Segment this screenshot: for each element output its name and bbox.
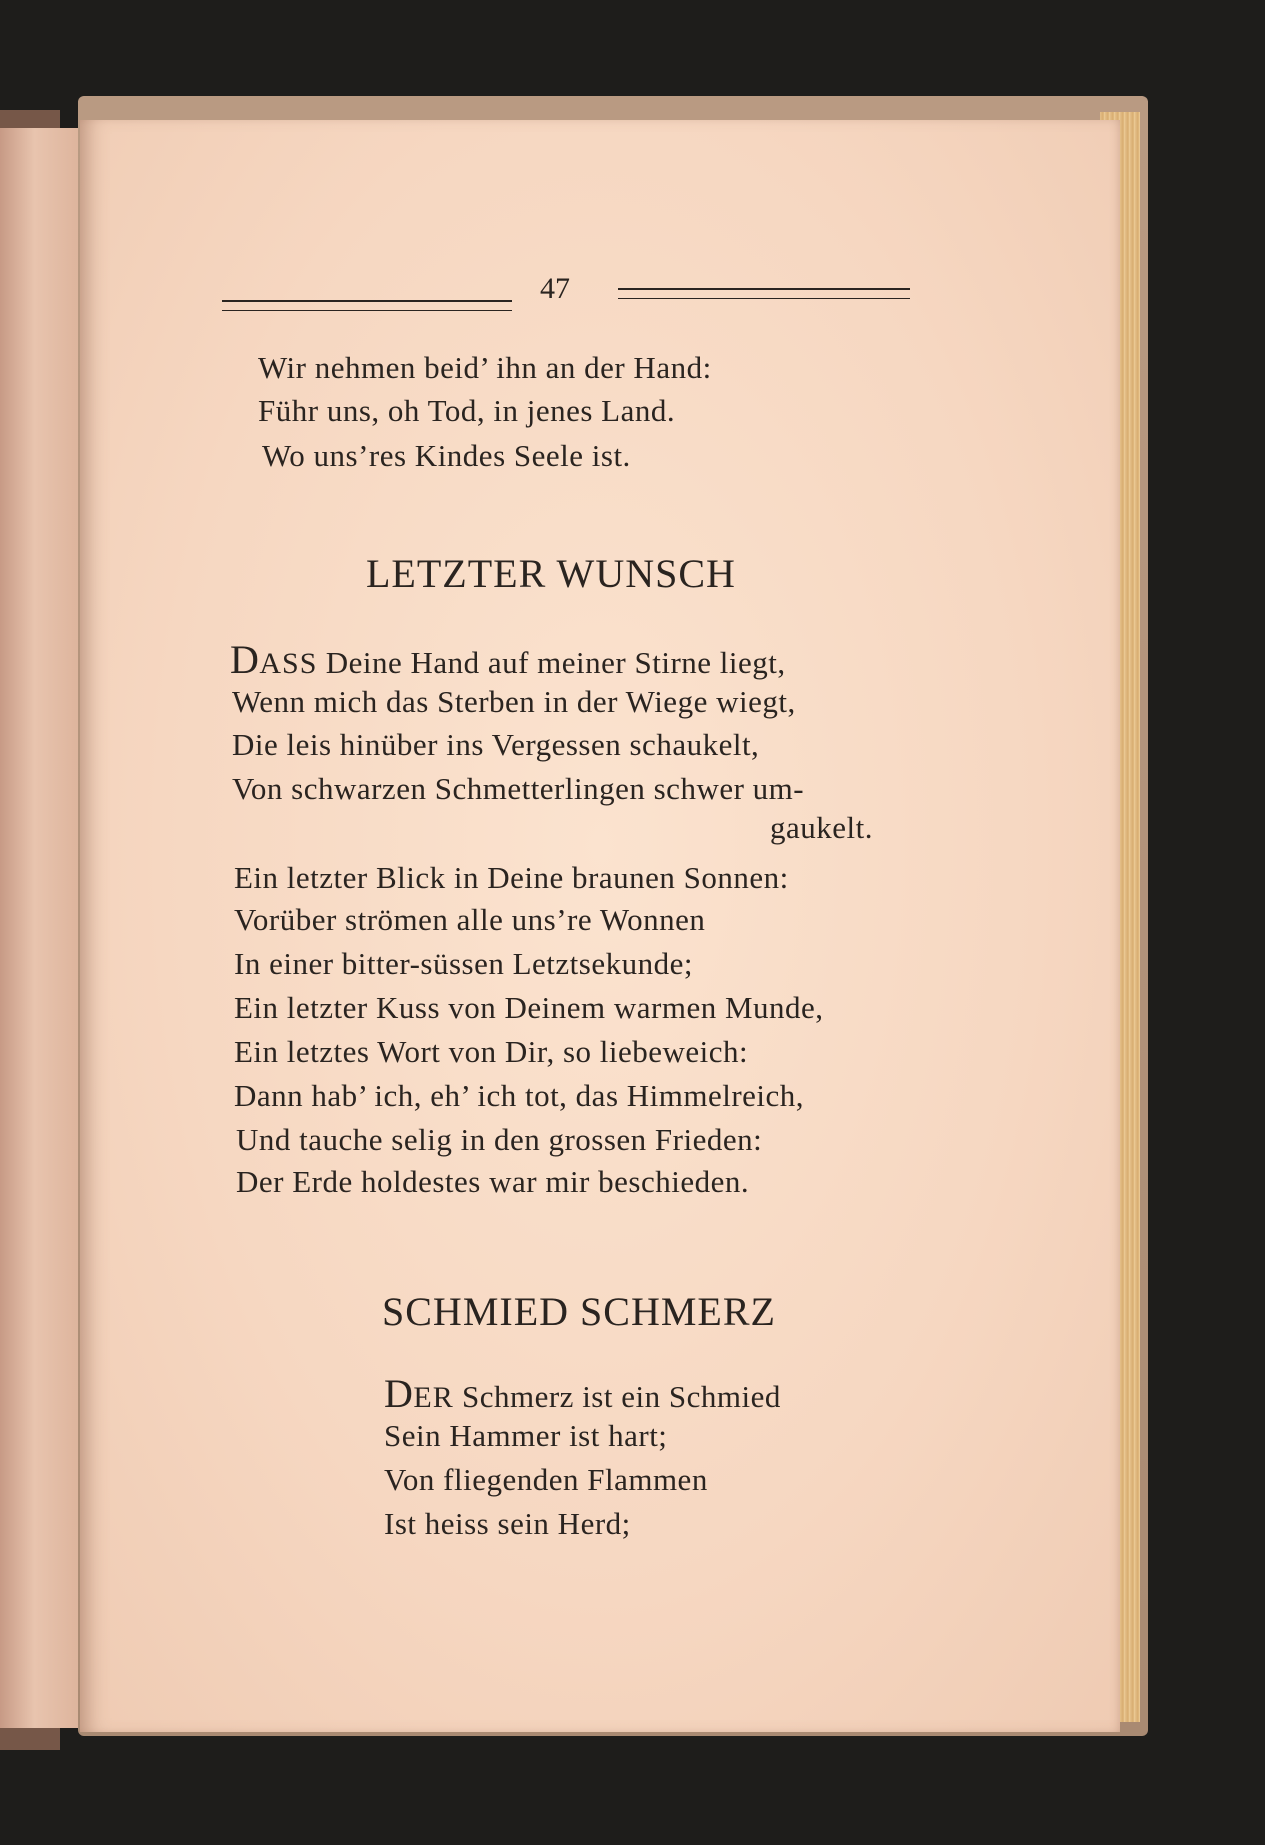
poem-line: Die leis hinüber ins Vergessen schaukelt,: [232, 727, 760, 762]
first-line-rest: Schmerz ist ein Schmied: [453, 1379, 781, 1414]
header-rule-left: [222, 300, 512, 311]
poem-line: Und tauche selig in den grossen Frieden:: [236, 1122, 763, 1157]
poem-line: Wenn mich das Sterben in der Wiege wiegt,: [232, 684, 796, 719]
top-stanza-line: Wir nehmen beid’ ihn an der Hand:: [258, 350, 712, 385]
poem-line: Ein letztes Wort von Dir, so liebeweich:: [234, 1034, 749, 1069]
poem-title: LETZTER WUNSCH: [366, 551, 736, 596]
poem-line: In einer bitter-süssen Letztsekunde;: [234, 946, 693, 981]
first-line-rest: Deine Hand auf meiner Stirne liegt,: [317, 645, 786, 680]
top-stanza-line: Führ uns, oh Tod, in jenes Land.: [258, 393, 676, 428]
small-caps: ER: [413, 1381, 454, 1414]
poem-line: Sein Hammer ist hart;: [384, 1418, 668, 1453]
small-caps: ASS: [259, 647, 318, 680]
top-stanza-line: Wo uns’res Kindes Seele ist.: [262, 438, 631, 473]
poem-line: Von fliegenden Flammen: [384, 1462, 708, 1497]
poem-first-line: [230, 636, 786, 683]
header-rule-right: [618, 288, 910, 299]
poem-title: SCHMIED SCHMERZ: [382, 1289, 776, 1334]
poem-line: Ein letzter Kuss von Deinem warmen Munde,: [234, 990, 824, 1025]
poem-line: gaukelt.: [770, 810, 873, 845]
page-number: 47: [540, 272, 570, 305]
poem-line: Von schwarzen Schmetterlingen schwer um-: [232, 771, 805, 806]
poem-line: Der Erde holdestes war mir beschieden.: [236, 1164, 750, 1199]
poem-line: Dann hab’ ich, eh’ ich tot, das Himmelreich,: [234, 1078, 805, 1113]
poem-line: Ist heiss sein Herd;: [384, 1506, 631, 1541]
initial-letter: D: [230, 637, 260, 682]
poem-line: Vorüber strömen alle uns’re Wonnen: [234, 902, 706, 937]
poem-line: Ein letzter Blick in Deine braunen Sonnen:: [234, 860, 789, 895]
poem-first-line: [384, 1370, 781, 1417]
initial-letter: D: [384, 1371, 414, 1416]
left-page-edge: [0, 128, 86, 1728]
